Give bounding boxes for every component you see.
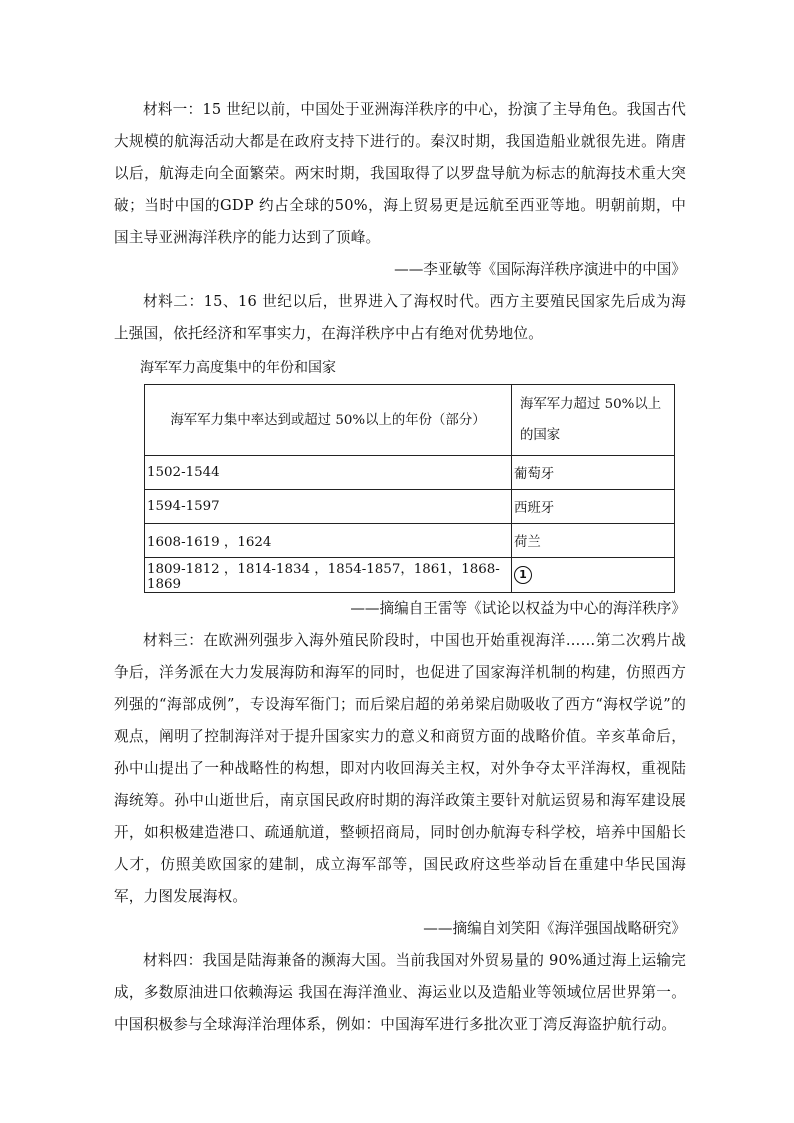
table-header-row [145,385,675,456]
document-page [114,94,686,1041]
material-3-text: 材料三：在欧洲列强步入海外殖民阶段时，中国也开始重视海洋……第二次鸦片战争后，洋务派在大力发展海防和海军的同时，也促进了国家海洋机制的构建，仿照西方列强的“海部成例”，专设海军衙门；而后梁启超的弟弟梁启勋吸收了西方“海权学说”的观点，阐明了控制海洋对于提升国家实力的意义和商贸方面的战略价值。辛亥革命后，孙中山提出了一种战略性的构想，即对内收回海关主权，对外争夺太平洋海权，重视陆海统筹。孙中山逝世后，南京国民政府时期的海洋政策主要针对航运贸易和海军建设展开，如积极建造港口、疏通航道，整顿招商局，同时创办航海专科学校，培养中国船长人才，仿照美欧国家的建制，成立海军部等，国民政府这些举动旨在重建中华民国海军，力图发展海权。 [114,632,686,905]
navy-concentration-table [144,384,675,593]
table-cell-years: 1608-1619 ，1624 [145,524,512,558]
circled-number-blank: 1 [514,566,532,584]
table-cell-years: 1809-1812 ，1814-1834 ，1854-1857，1861，1868-1869 [145,558,512,593]
table-cell-country: 荷兰 [512,524,675,558]
table-cell-years: 1502-1544 [145,456,512,490]
table-cell-country [512,558,675,593]
table-cell-country: 葡萄牙 [512,456,675,490]
table-title: 海军军力高度集中的年份和国家 [140,360,336,376]
table-cell-years: 1594-1597 [145,490,512,524]
table-header-country: 海军军力超过 50%以上的国家 [512,385,675,456]
table-row [145,558,675,593]
material-2-text: 材料二：15、16 世纪以后，世界进入了海权时代。西方主要殖民国家先后成为海上强国，依托经济和军事实力，在海洋秩序中占有绝对优势地位。 [114,293,686,342]
material-4-text: 材料四：我国是陆海兼备的濒海大国。当前我国对外贸易量的 90%通过海上运输完成，多数原油进口依赖海运 我国在海洋渔业、海运业以及造船业等领域位居世界第一。中国积极参与全球海洋治理体系，例如：中国海军进行多批次亚丁湾反海盗护航行动。 [114,952,686,1033]
material-1-text: 材料一：15 世纪以前，中国处于亚洲海洋秩序的中心，扮演了主导角色。我国古代大规模的航海活动大都是在政府支持下进行的。秦汉时期，我国造船业就很先进。隋唐以后，航海走向全面繁荣。两宋时期，我国取得了以罗盘导航为标志的航海技术重大突破；当时中国的GDP 约占全球的50%，海上贸易更是远航至西亚等地。明朝前期，中国主导亚洲海洋秩序的能力达到了顶峰。 [114,101,686,246]
material-1-source: ——李亚敏等《国际海洋秩序演进中的中国》 [394,261,686,278]
table-row [145,524,675,558]
table-cell-country: 西班牙 [512,490,675,524]
material-3-source: ——摘编自刘笑阳《海洋强国战略研究》 [423,920,686,937]
material-2-source: ——摘编自王雷等《试论以权益为中心的海洋秩序》 [350,600,686,617]
table-row [145,456,675,490]
table-header-years: 海军军力集中率达到或超过 50%以上的年份（部分） [145,385,512,456]
table-row [145,490,675,524]
